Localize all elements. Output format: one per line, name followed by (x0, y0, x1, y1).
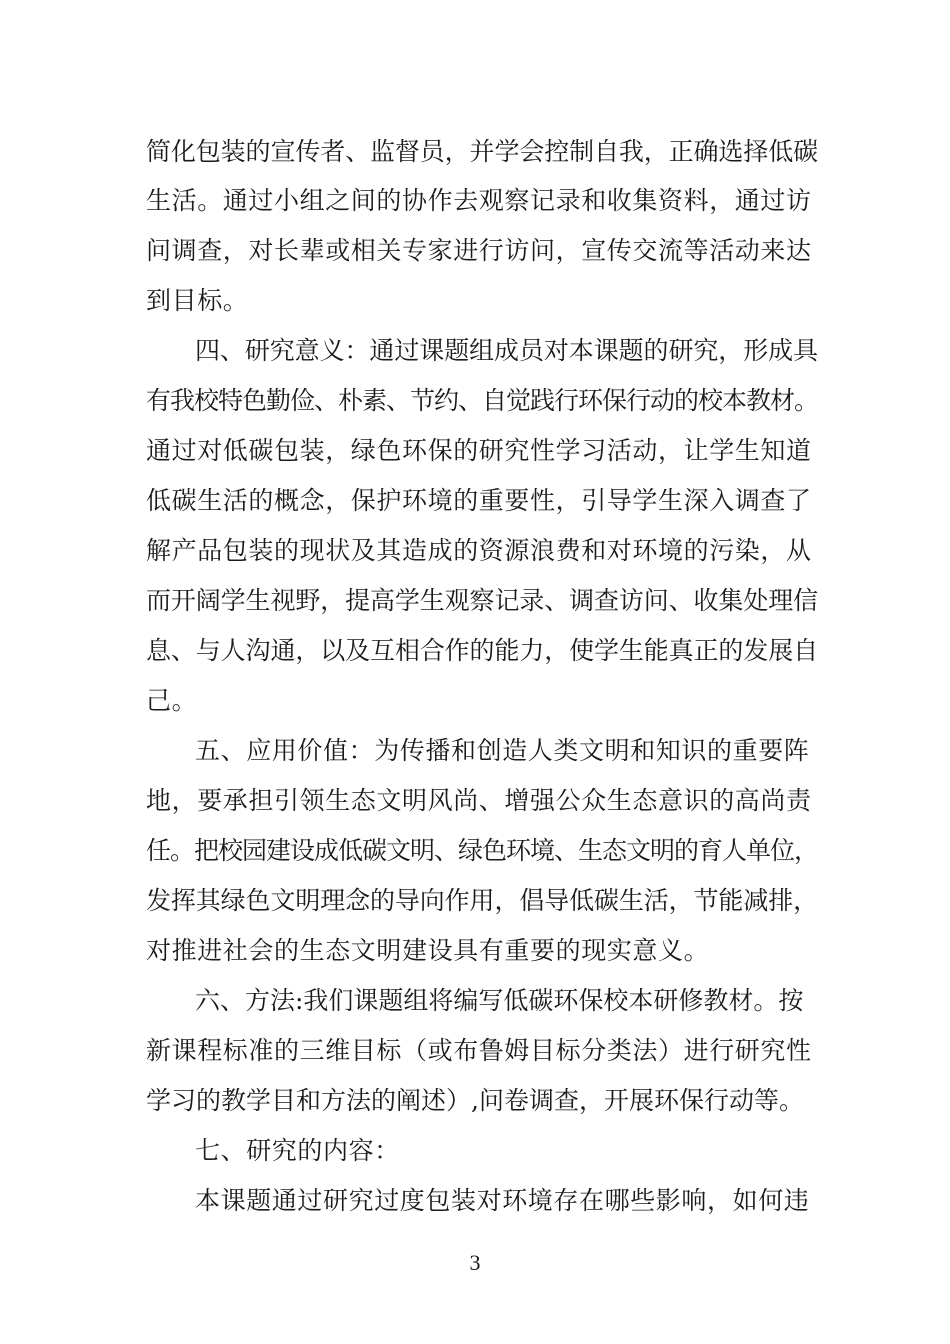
text-line: 而开阔学生视野，提高学生观察记录、调查访问、收集处理信 (146, 586, 818, 615)
text-line: 地，要承担引领生态文明风尚、增强公众生态意识的高尚责 (146, 786, 812, 815)
text-line: 学习的教学目和方法的阐述）,问卷调查，开展环保行动等。 (146, 1086, 804, 1115)
text-line: 简化包装的宣传者、监督员，并学会控制自我，正确选择低碳 (146, 137, 818, 166)
text-line: 本课题通过研究过度包装对环境存在哪些影响，如何违 (195, 1186, 810, 1215)
text-line: 生活。通过小组之间的协作去观察记录和收集资料，通过访 (146, 186, 812, 215)
text-line: 新课程标准的三维目标（或布鲁姆目标分类法）进行研究性 (146, 1036, 812, 1065)
text-line: 任。把校园建设成低碳文明、绿色环境、生态文明的育人单位， (146, 836, 818, 865)
text-line: 通过对低碳包装，绿色环保的研究性学习活动，让学生知道 (146, 436, 812, 465)
section-heading-significance: 四、研究意义：通过课题组成员对本课题的研究，形成具 (195, 336, 818, 365)
text-line: 己。 (146, 686, 198, 715)
section-heading-content: 七、研究的内容： (195, 1136, 400, 1165)
text-line: 发挥其绿色文明理念的导向作用，倡导低碳生活，节能减排， (146, 886, 818, 915)
text-line: 低碳生活的概念，保护环境的重要性，引导学生深入调查了 (146, 486, 812, 515)
page-number: 3 (469, 1250, 481, 1275)
section-heading-method: 六、方法:我们课题组将编写低碳环保校本研修教材。按 (195, 986, 804, 1015)
text-line: 对推进社会的生态文明建设具有重要的现实意义。 (146, 936, 710, 965)
text-line: 问调查，对长辈或相关专家进行访问，宣传交流等活动来达 (146, 236, 812, 265)
text-line: 到目标。 (146, 286, 249, 315)
text-line: 息、与人沟通，以及互相合作的能力，使学生能真正的发展自 (146, 636, 818, 665)
section-heading-application-value: 五、应用价值：为传播和创造人类文明和知识的重要阵 (195, 736, 810, 765)
text-line: 有我校特色勤俭、朴素、节约、自觉践行环保行动的校本教材。 (146, 386, 818, 415)
text-line: 解产品包装的现状及其造成的资源浪费和对环境的污染，从 (146, 536, 812, 565)
